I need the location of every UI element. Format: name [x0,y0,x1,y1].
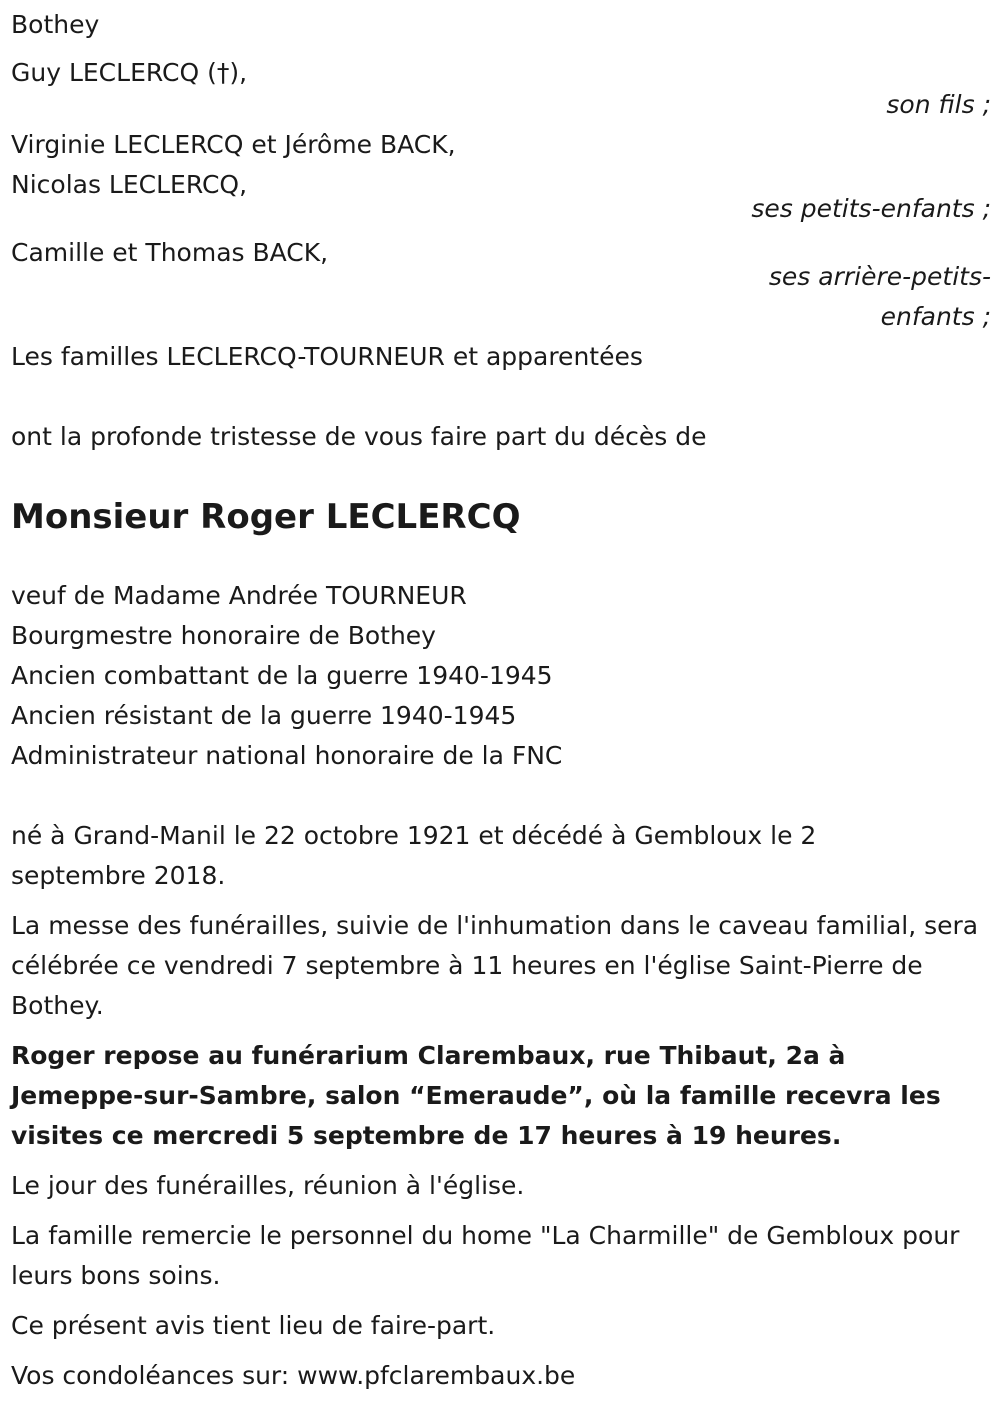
notice-paragraph: Ce présent avis tient lieu de faire-part. [11,1311,496,1340]
family-line-camille: Camille et Thomas BACK, [11,238,329,267]
role-great-grandchildren-2: enfants ; [880,302,991,331]
title-mayor: Bourgmestre honoraire de Bothey [11,621,436,650]
family-line-guy: Guy LECLERCQ (†), [11,58,248,87]
family-line-bothey: Bothey [11,10,100,39]
deceased-name: Monsieur Roger LECLERCQ [11,497,521,537]
family-line-nicolas: Nicolas LECLERCQ, [11,170,248,199]
obituary-notice [11,5,991,1396]
repose-paragraph: Roger repose au funérarium Clarembaux, rue Thibaut, 2a à Jemeppe-sur-Sambre, salon “Emeraude”, où la famille recevra les visites ce mercredi 5 septembre de 17 heures à 19 heures. [11,1041,941,1150]
meeting-paragraph: Le jour des funérailles, réunion à l'église. [11,1171,525,1200]
funeral-mass-paragraph: La messe des funérailles, suivie de l'inhumation dans le caveau familial, sera célébrée ce vendredi 7 septembre à 11 heures en l'église Saint-Pierre de Bothey. [11,911,979,1020]
role-great-grandchildren-1: ses arrière-petits- [768,262,991,291]
family-line-virginie: Virginie LECLERCQ et Jérôme BACK, [11,130,456,159]
title-veteran: Ancien combattant de la guerre 1940-1945 [11,661,553,690]
title-resistance: Ancien résistant de la guerre 1940-1945 [11,701,517,730]
birth-death-paragraph: né à Grand-Manil le 22 octobre 1921 et décédé à Gembloux le 2 septembre 2018. [11,821,817,890]
title-widower: veuf de Madame Andrée TOURNEUR [11,581,467,610]
announcement-intro: ont la profonde tristesse de vous faire part du décès de [11,422,707,451]
condolences-paragraph: Vos condoléances sur: www.pfclarembaux.be [11,1361,576,1390]
family-line-families: Les familles LECLERCQ-TOURNEUR et apparentées [11,342,643,371]
role-grandchildren: ses petits-enfants ; [751,194,991,223]
title-administrator: Administrateur national honoraire de la FNC [11,741,563,770]
role-son: son fils ; [886,90,991,119]
thanks-paragraph: La famille remercie le personnel du home "La Charmille" de Gembloux pour leurs bons soins. [11,1221,960,1290]
titles-list [11,576,991,776]
